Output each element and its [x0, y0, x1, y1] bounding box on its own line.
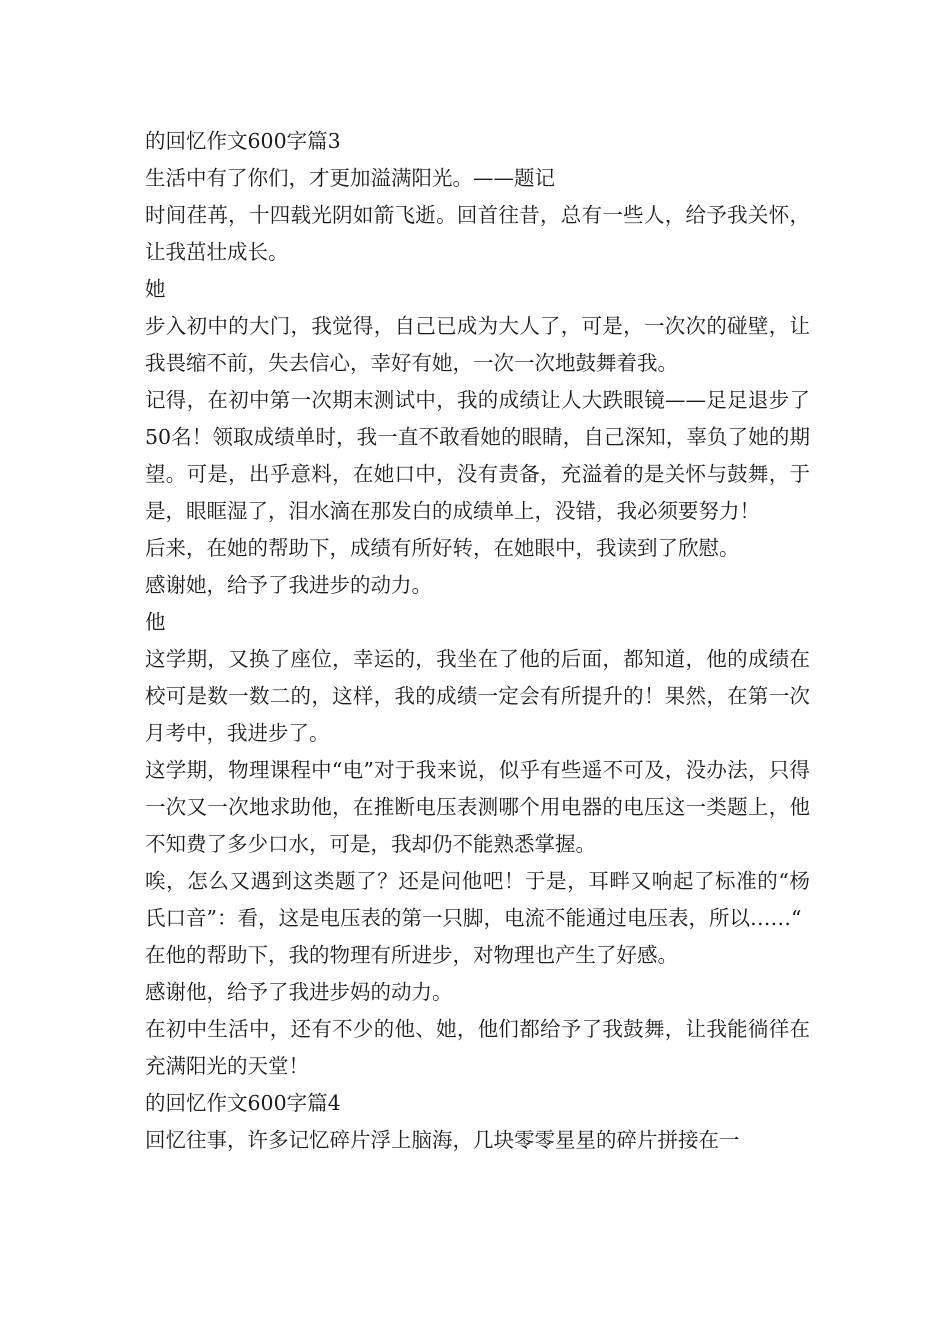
section-heading-him: 他 — [145, 610, 166, 634]
paragraph: 这学期，物理课程中“电”对于我来说，似乎有些遥不可及，没办法，只得一次又一次地求助他，在推断电压表测哪个用电器的电压这一类题上，他不知费了多少口水，可是，我却仍不能熟悉掌握。 — [145, 758, 810, 856]
paragraph: 感谢他，给予了我进步妈的动力。 — [145, 980, 453, 1004]
epigraph: 生活中有了你们，才更加溢满阳光。——题记 — [145, 166, 555, 190]
document-body — [145, 123, 810, 1159]
paragraph: 记得，在初中第一次期末测试中，我的成绩让人大跌眼镜——足足退步了50名！领取成绩单时，我一直不敢看她的眼睛，自己深知，辜负了她的期望。可是，出乎意料，在她口中，没有责备，充溢着的是关怀与鼓舞，于是，眼眶湿了，泪水滴在那发白的成绩单上，没错，我必须要努力！ — [145, 388, 810, 523]
paragraph: 步入初中的大门，我觉得，自己已成为大人了，可是，一次次的碰壁，让我畏缩不前，失去信心，幸好有她，一次一次地鼓舞着我。 — [145, 314, 810, 375]
paragraph: 后来，在她的帮助下，成绩有所好转，在她眼中，我读到了欣慰。 — [145, 536, 740, 560]
essay-heading: 的回忆作文600字篇4 — [145, 1091, 341, 1115]
paragraph: 唉，怎么又遇到这类题了？还是问他吧！于是，耳畔又响起了标准的“杨氏口音”：看，这是电压表的第一只脚，电流不能通过电压表，所以……“ — [145, 869, 810, 930]
essay-heading: 的回忆作文600字篇3 — [145, 129, 341, 153]
paragraph: 感谢她，给予了我进步的动力。 — [145, 573, 432, 597]
paragraph: 在他的帮助下，我的物理有所进步，对物理也产生了好感。 — [145, 943, 678, 967]
paragraph: 在初中生活中，还有不少的他、她，他们都给予了我鼓舞，让我能徜徉在充满阳光的天堂！ — [145, 1017, 810, 1078]
paragraph: 这学期，又换了座位，幸运的，我坐在了他的后面，都知道，他的成绩在校可是数一数二的，这样，我的成绩一定会有所提升的！果然，在第一次月考中，我进步了。 — [145, 647, 810, 745]
paragraph: 回忆往事，许多记忆碎片浮上脑海，几块零零星星的碎片拼接在一 — [145, 1128, 740, 1152]
section-heading-her: 她 — [145, 277, 166, 301]
paragraph: 时间荏苒，十四载光阴如箭飞逝。回首往昔，总有一些人，给予我关怀，让我茁壮成长。 — [145, 203, 810, 264]
